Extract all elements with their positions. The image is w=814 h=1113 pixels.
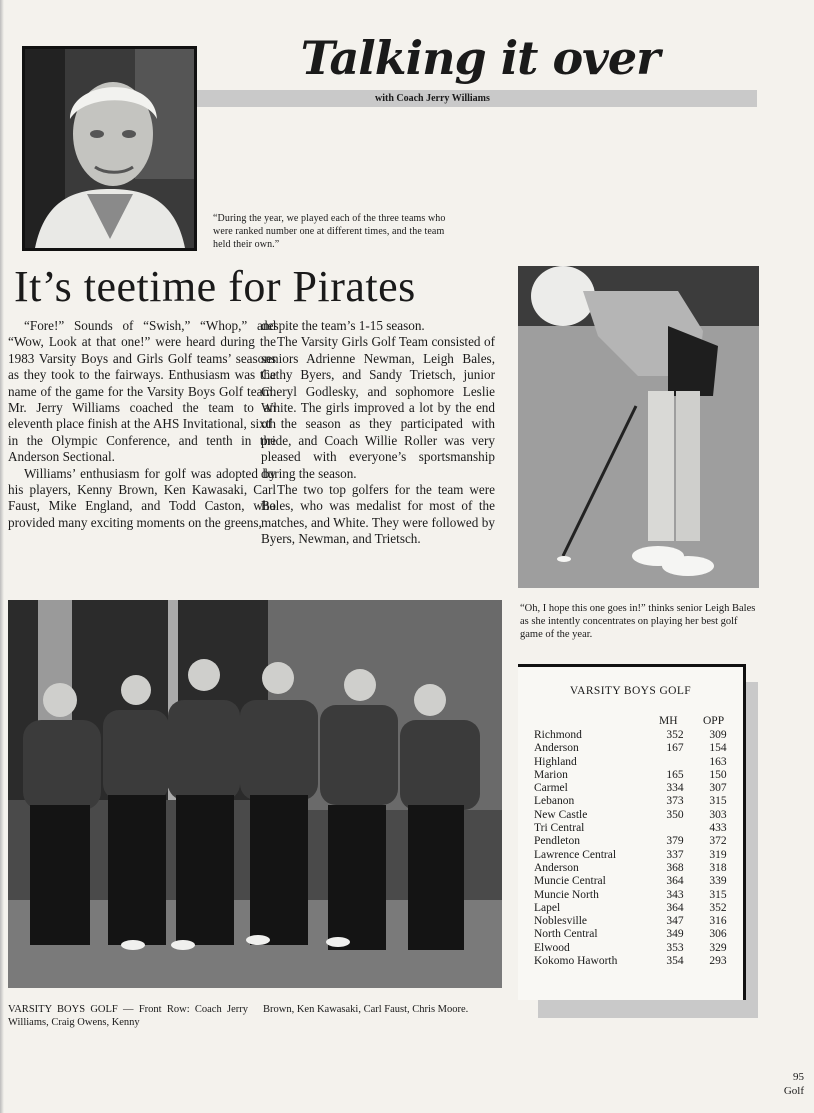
score-row: [534, 942, 734, 955]
score-cell-opp: 339: [709, 875, 727, 888]
article-paragraph: The Varsity Girls Golf Team consisted of seniors Adrienne Newman, Leigh Bales, Cathy Byers, and Sandy Trietsch, junior Cheryl Godlesky, and sophomore Leslie White. The girls improved a lot by the end of the season as they participated with pride, and Coach Willie Roller was very pleased with everyone’s sportsmanship during the season.: [261, 334, 495, 481]
score-cell-team: New Castle: [534, 808, 588, 821]
coach-portrait-photo: [22, 46, 197, 251]
score-cell-team: Lawrence Central: [534, 848, 617, 861]
page-edge-shadow: [0, 0, 4, 1113]
score-row: [534, 889, 734, 902]
golfer-putting-image: [518, 266, 759, 588]
score-cell-team: Lapel: [534, 901, 561, 914]
score-cell-opp: 318: [709, 861, 727, 874]
score-cell-mh: 337: [666, 848, 684, 861]
score-cell-mh: 368: [666, 861, 684, 874]
score-cell-team: Anderson: [534, 742, 579, 755]
score-row: [534, 835, 734, 848]
score-box: [518, 664, 746, 1000]
article-paragraph: Williams’ enthusiasm for golf was adopted by his players, Kenny Brown, Ken Kawasaki, Carl Faust, Mike England, and Todd Caston, who provided many exciting moments on the greens,: [8, 465, 276, 530]
score-cell-mh: 165: [666, 768, 684, 781]
score-row: [534, 782, 734, 795]
score-cell-team: Tri Central: [534, 822, 585, 835]
score-cell-mh: 350: [666, 808, 684, 821]
team-photo-caption-part2: Brown, Ken Kawasaki, Carl Faust, Chris Moore.: [263, 1004, 469, 1015]
score-cell-team: Noblesville: [534, 915, 588, 928]
score-row: [534, 862, 734, 875]
score-row: [534, 915, 734, 928]
score-cell-mh: 167: [666, 742, 684, 755]
score-box-title: VARSITY BOYS GOLF: [569, 685, 692, 697]
score-cell-mh: 379: [666, 835, 684, 848]
coach-quote: “During the year, we played each of the three teams who were ranked number one at different times, and the team held their own.”: [213, 213, 446, 250]
score-cell-mh: 354: [666, 955, 684, 968]
score-cell-mh: 347: [666, 915, 684, 928]
score-cell-opp: 315: [709, 888, 727, 901]
article-column-2: [261, 318, 495, 548]
score-cell-opp: 163: [709, 755, 727, 768]
score-row: [534, 955, 734, 968]
score-row: [534, 849, 734, 862]
score-row: [534, 875, 734, 888]
score-cell-mh: 334: [666, 782, 684, 795]
golfer-putting-photo: [518, 266, 759, 588]
score-row: [534, 809, 734, 822]
score-cell-team: Richmond: [534, 729, 582, 741]
score-cell-opp: 307: [709, 782, 727, 795]
score-cell-opp: 303: [709, 808, 727, 821]
score-cell-team: Marion: [534, 768, 568, 781]
score-cell-team: Kokomo Haworth: [534, 955, 618, 968]
score-row: [534, 756, 734, 769]
article-paragraph: The two top golfers for the team were Bales, who was medalist for most of the matches, and White. They were followed by Byers, Newman, and Trietsch.: [261, 482, 495, 547]
page-footer: [770, 1070, 804, 1098]
score-cell-team: North Central: [534, 928, 598, 941]
score-cell-mh: 364: [666, 875, 684, 888]
score-cell-opp: 316: [709, 915, 727, 928]
score-row: [534, 742, 734, 755]
score-cell-opp: 154: [709, 742, 727, 755]
page-number: 95: [793, 1071, 804, 1083]
score-row: [534, 769, 734, 782]
score-cell-opp: 150: [709, 768, 727, 781]
score-cell-team: Lebanon: [534, 795, 575, 808]
score-cell-opp: 309: [709, 729, 727, 741]
score-cell-opp: 306: [709, 928, 727, 941]
score-cell-opp: 315: [709, 795, 727, 808]
score-cell-team: Anderson: [534, 861, 579, 874]
score-cell-team: Elwood: [534, 941, 570, 954]
score-cell-team: Muncie Central: [534, 875, 606, 888]
score-row: [534, 822, 734, 835]
score-cell-mh: 353: [666, 941, 684, 954]
score-cell-mh: 349: [666, 928, 684, 941]
team-photo-caption-part1: VARSITY BOYS GOLF — Front Row: Coach Jerry Williams, Craig Owens, Kenny: [8, 1004, 248, 1028]
score-cell-opp: 293: [709, 955, 727, 968]
score-row: [534, 928, 734, 941]
score-cell-opp: 352: [709, 901, 727, 914]
score-cell-team: Pendleton: [534, 835, 580, 848]
score-row: [534, 902, 734, 915]
byline: with Coach Jerry Williams: [375, 93, 490, 104]
golfer-photo-caption: “Oh, I hope this one goes in!” thinks senior Leigh Bales as she intently concentrates on playing her best golf game of the year.: [520, 603, 756, 640]
score-row: [534, 729, 734, 742]
score-cell-opp: 433: [709, 822, 727, 835]
article-title: It’s teetime for Pirates: [14, 262, 416, 311]
score-cell-team: Muncie North: [534, 888, 599, 901]
article-column-1: [8, 318, 276, 531]
article-paragraph: despite the team’s 1-15 season.: [261, 318, 425, 333]
score-cell-mh: 352: [666, 729, 684, 741]
score-cell-mh: 343: [666, 888, 684, 901]
score-header-mh: MH: [659, 715, 678, 727]
score-header-opp: OPP: [703, 715, 725, 727]
score-cell-team: Highland: [534, 755, 577, 768]
score-cell-opp: 319: [709, 848, 727, 861]
score-cell-mh: 373: [666, 795, 684, 808]
score-cell-mh: 364: [666, 901, 684, 914]
score-cell-team: Carmel: [534, 782, 568, 795]
headline: Talking it over: [300, 31, 660, 85]
score-row: [534, 795, 734, 808]
coach-portrait-image: [25, 49, 194, 248]
team-photo: [8, 600, 502, 988]
team-photo-image: [8, 600, 502, 988]
article-paragraph: “Fore!” Sounds of “Swish,” “Whop,” and “Wow, Look at that one!” were heard during the 1983 Varsity Boys and Girls Golf teams’ seasons as they took to the fairways. Enthusiasm was the name of the game for the Varsity Boys Golf team. Mr. Jerry Williams coached the team to an eleventh place finish at the AHS Invitational, sixth in the Olympic Conference, and tenth in the Anderson Sectional.: [8, 318, 276, 465]
score-table: [534, 729, 734, 968]
score-cell-opp: 372: [709, 835, 727, 848]
score-cell-opp: 329: [709, 941, 727, 954]
page-section-label: Golf: [783, 1085, 804, 1097]
